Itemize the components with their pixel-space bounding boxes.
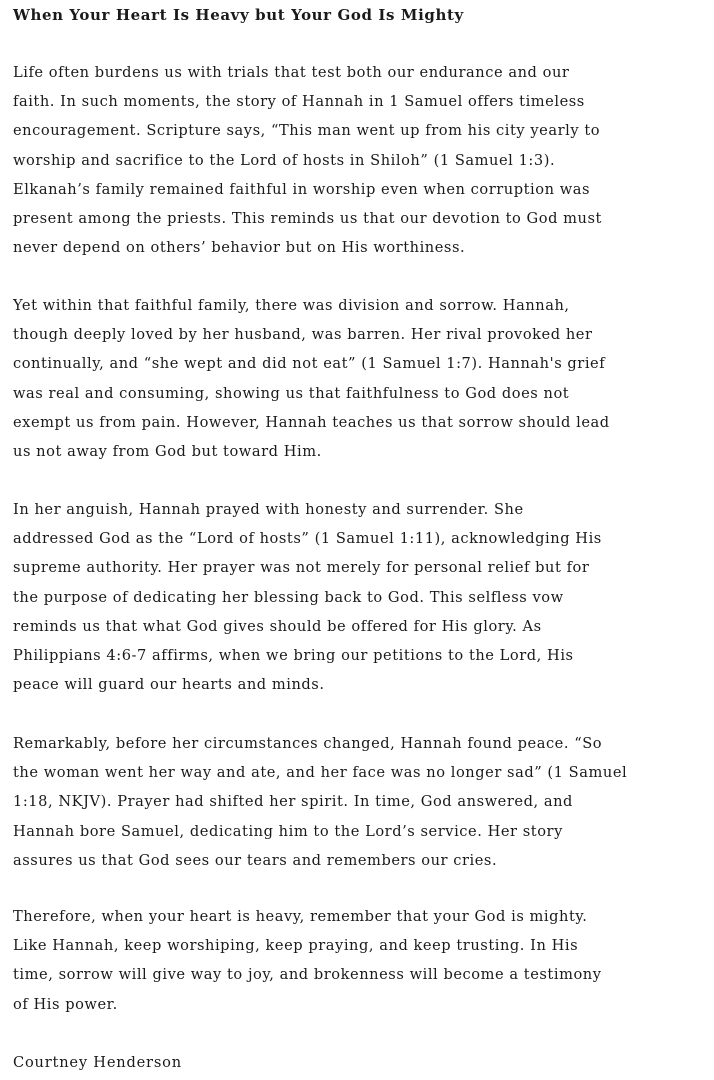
paragraph-line: never depend on others’ behavior but on His worthiness. [13, 239, 466, 257]
paragraph-line: assures us that God sees our tears and remembers our cries. [13, 851, 498, 869]
paragraph-line: Like Hannah, keep worshiping, keep praying, and keep trusting. In His [13, 937, 579, 955]
paragraph-line: Philippians 4:6-7 affirms, when we bring our petitions to the Lord, His [13, 647, 574, 665]
paragraph-1 [13, 58, 703, 262]
paragraph-line: supreme authority. Her prayer was not merely for personal relief but for [13, 559, 590, 577]
paragraph-line: Therefore, when your heart is heavy, remember that your God is mighty. [13, 908, 588, 925]
paragraph-line: time, sorrow will give way to joy, and brokenness will become a testimony [13, 966, 602, 984]
paragraph-line: the purpose of dedicating her blessing back to God. This selfless vow [13, 588, 564, 606]
paragraph-line: present among the priests. This reminds us that our devotion to God must [13, 210, 602, 228]
paragraph-3 [13, 495, 703, 699]
paragraph-5 [13, 902, 703, 1019]
paragraph-2 [13, 291, 703, 466]
paragraph-line: of His power. [13, 995, 118, 1013]
paragraph-line: Hannah bore Samuel, dedicating him to the Lord’s service. Her story [13, 822, 563, 840]
paragraph-line: continually, and “she wept and did not eat” (1 Samuel 1:7). Hannah's grief [13, 355, 606, 373]
author-signature: Courtney Henderson [13, 1054, 182, 1071]
paragraph-line: the woman went her way and ate, and her face was no longer sad” (1 Samuel [13, 764, 628, 782]
paragraph-line: Yet within that faithful family, there was division and sorrow. Hannah, [13, 297, 570, 314]
paragraph-line: addressed God as the “Lord of hosts” (1 Samuel 1:11), acknowledging His [13, 530, 602, 548]
paragraph-line: Elkanah’s family remained faithful in worship even when corruption was [13, 180, 591, 198]
paragraph-line: Remarkably, before her circumstances changed, Hannah found peace. “So [13, 735, 603, 752]
paragraph-4 [13, 729, 703, 875]
paragraph-line: was real and consuming, showing us that faithfulness to God does not [13, 384, 570, 402]
paragraph-line: encouragement. Scripture says, “This man went up from his city yearly to [13, 122, 601, 140]
paragraph-line: worship and sacrifice to the Lord of hosts in Shiloh” (1 Samuel 1:3). [13, 151, 556, 169]
paragraph-line: though deeply loved by her husband, was barren. Her rival provoked her [13, 326, 593, 344]
paragraph-line: 1:18, NKJV). Prayer had shifted her spirit. In time, God answered, and [13, 793, 573, 811]
paragraph-line: peace will guard our hearts and minds. [13, 676, 325, 694]
paragraph-line: exempt us from pain. However, Hannah teaches us that sorrow should lead [13, 413, 610, 431]
paragraph-line: reminds us that what God gives should be offered for His glory. As [13, 617, 542, 635]
paragraph-line: In her anguish, Hannah prayed with honesty and surrender. She [13, 501, 524, 518]
paragraph-line: us not away from God but toward Him. [13, 443, 322, 461]
paragraph-line: Life often burdens us with trials that test both our endurance and our [13, 64, 570, 81]
paragraph-line: faith. In such moments, the story of Hannah in 1 Samuel offers timeless [13, 93, 585, 111]
document-title: When Your Heart Is Heavy but Your God Is Mighty [13, 6, 464, 24]
